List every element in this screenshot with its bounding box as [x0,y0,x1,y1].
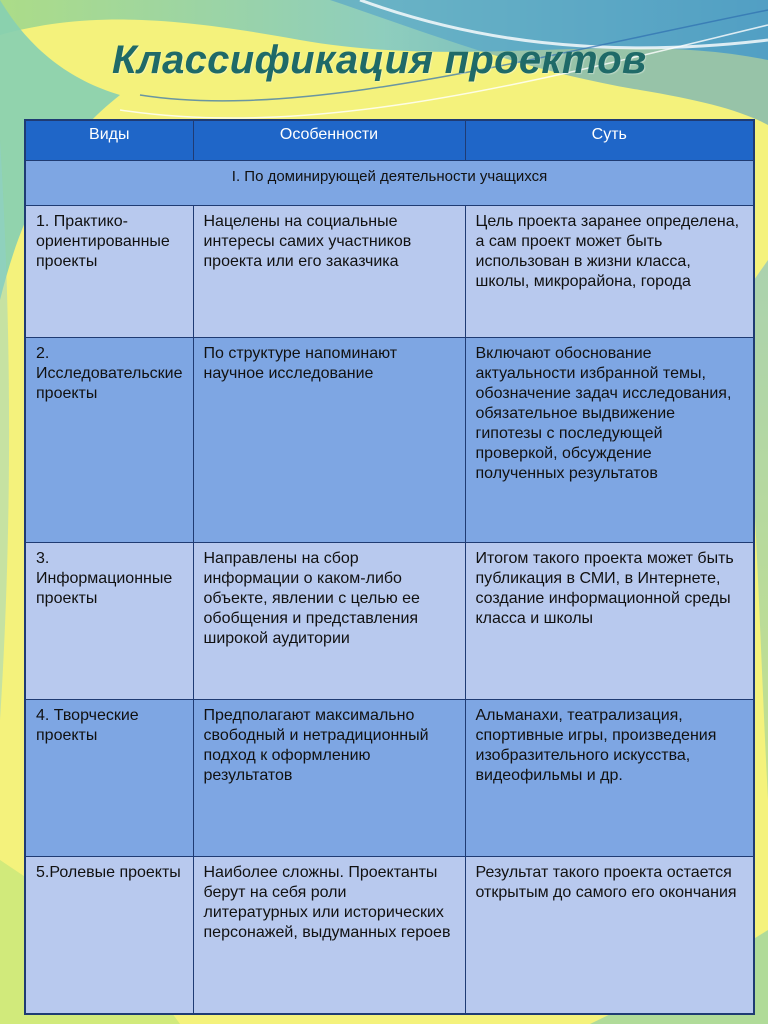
section-title: I. По доминирующей деятельности учащихся [25,161,754,206]
column-header-essence: Суть [465,120,754,161]
essence-cell: Включают обоснование актуальности избранной темы, обозначение задач исследования, обязательное выдвижение гипотезы с последующей проверкой, обсуждение полученных результатов [465,338,754,543]
project-type-cell: 1. Практико-ориентированные проекты [25,206,193,338]
essence-cell: Цель проекта заранее определена, а сам проект может быть использован в жизни класса, школы, микрорайона, города [465,206,754,338]
section-row [25,161,754,206]
features-cell: Наиболее сложны. Проектанты берут на себя роли литературных или исторических персонажей, выдуманных героев [193,857,465,1015]
classification-table [24,119,755,1015]
essence-cell: Итогом такого проекта может быть публикация в СМИ, в Интернете, создание информационной среды класса и школы [465,543,754,700]
essence-cell: Альманахи, театрализация, спортивные игры, произведения изобразительного искусства, видеофильмы и др. [465,700,754,857]
table-row [25,338,754,543]
table-row [25,206,754,338]
features-cell: Нацелены на социальные интересы самих участников проекта или его заказчика [193,206,465,338]
project-type-cell: 3. Информационные проекты [25,543,193,700]
slide-title: Классификация проектов [112,38,647,82]
table-row [25,700,754,857]
table-row [25,543,754,700]
project-type-cell: 2. Исследовательские проекты [25,338,193,543]
features-cell: Предполагают максимально свободный и нетрадиционный подход к оформлению результатов [193,700,465,857]
project-type-cell: 4. Творческие проекты [25,700,193,857]
table-row [25,857,754,1015]
project-type-cell: 5.Ролевые проекты [25,857,193,1015]
essence-cell: Результат такого проекта остается открытым до самого его окончания [465,857,754,1015]
table-header-row [25,120,754,161]
features-cell: По структуре напоминают научное исследование [193,338,465,543]
features-cell: Направлены на сбор информации о каком-либо объекте, явлении с целью ее обобщения и представления широкой аудитории [193,543,465,700]
column-header-features: Особенности [193,120,465,161]
column-header-types: Виды [25,120,193,161]
